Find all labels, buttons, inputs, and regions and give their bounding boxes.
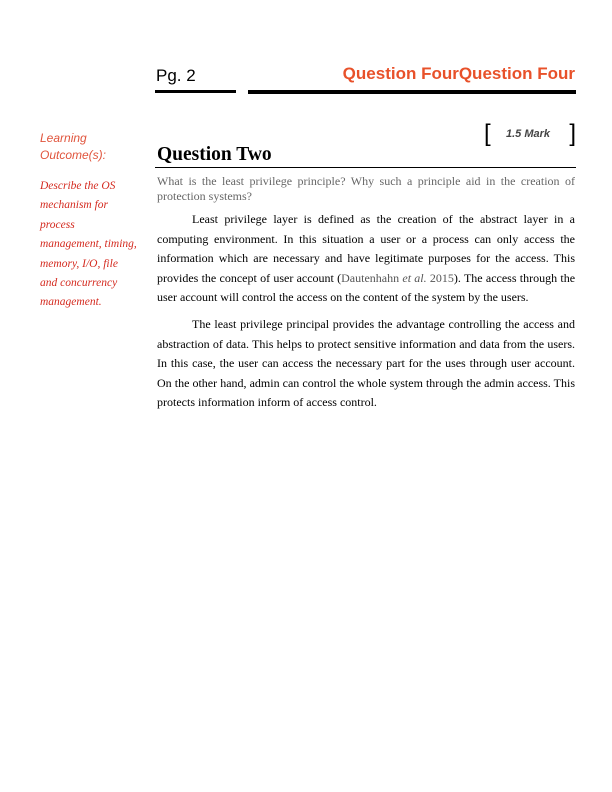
learning-outcome-label: Learning Outcome(s): — [40, 131, 107, 162]
question-title: Question Two — [157, 144, 272, 165]
paragraph1-text-end: ). The access through the user account will control the access on the content of the system by the users. — [157, 270, 576, 304]
bracket-right-icon: ] — [569, 120, 576, 147]
mark-value: 1.5 Mark — [506, 128, 551, 140]
answer-paragraph-1 — [157, 210, 575, 308]
question-prompt: What is the least privilege principle? Why such a principle aid in the creation of protection systems? — [157, 174, 575, 203]
mark-badge — [484, 121, 576, 149]
answer-paragraph-2: The least privilege principal provides the advantage controlling the access and abstraction of data. This helps to protect sensitive information and data from the users. In this case, the user can access the necessary part for the uses through user account. On the other hand, admin can control the whole system through the admin access. This protects information inform of access control. — [157, 317, 575, 409]
paragraph1-text-start: Least privilege layer is defined as the creation of the abstract layer in a computing environment. In this situation a user or a process can only access the information which are necessary and have legitimate purposes for the access. This provides the concept of user account ( — [157, 212, 575, 285]
question-title-rule — [155, 167, 576, 168]
citation-year: 2015 — [429, 270, 454, 285]
citation-etal: et al. — [402, 270, 427, 285]
header-rule-right — [248, 90, 576, 94]
header-rule-left — [155, 90, 236, 93]
citation — [341, 271, 454, 285]
citation-author: Dautenhahn — [341, 270, 400, 285]
bracket-left-icon: [ — [484, 120, 491, 147]
header-title: Question FourQuestion Four — [342, 64, 575, 83]
page-number: Pg. 2 — [156, 66, 196, 85]
learning-outcome-text: Describe the OS mechanism for process management, timing, memory, I/O, file and concurrency management. — [40, 180, 137, 309]
